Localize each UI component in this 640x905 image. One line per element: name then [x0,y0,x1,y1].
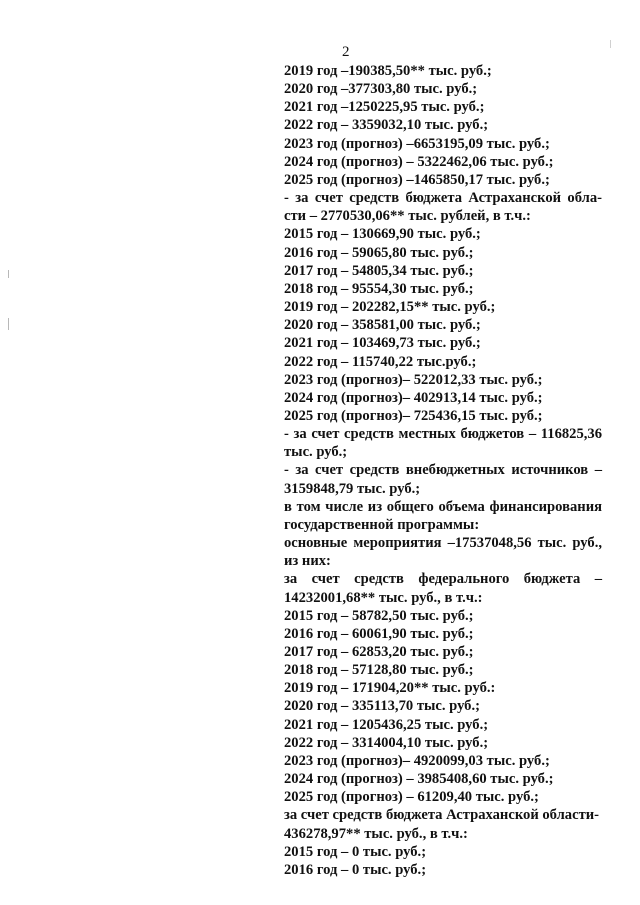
text-line: 2018 год – 57128,80 тыс. руб.; [284,662,474,679]
text-line: 2022 год – 3314004,10 тыс. руб.; [284,734,489,751]
text-line: в том числе из общего объема финансирования [284,498,602,515]
text-line: 2017 год – 62853,20 тыс. руб.; [284,644,474,660]
text-line: сти – 2770530,06** тыс. рублей, в т.ч.: [284,208,531,225]
text-line: 2024 год (прогноз) – 3985408,60 тыс. руб.; [284,771,554,788]
page-number: 2 [342,44,350,60]
text-line: 2021 год – 103469,73 тыс. руб.; [284,335,481,352]
scan-mark [610,40,611,48]
text-line: 3159848,79 тыс. руб.; [284,480,421,497]
text-line: 2016 год – 60061,90 тыс. руб.; [284,625,474,642]
text-line: за счет средств бюджета Астраханской области- [284,807,600,824]
text-line: за счет средств федерального бюджета – [284,571,602,588]
text-line: 436278,97** тыс. руб., в т.ч.: [284,825,468,842]
text-line: - за счет средств местных бюджетов – 116825,36 [284,426,602,443]
text-line: - за счет средств внебюджетных источников – [284,462,602,479]
text-line: 2015 год – 130669,90 тыс. руб.; [284,226,481,243]
text-line: 2019 год –190385,50** тыс. руб.; [284,63,492,79]
text-line: 2025 год (прогноз)– 725436,15 тыс. руб.; [284,407,543,424]
text-line: 2019 год – 202282,15** тыс. руб.; [284,299,496,316]
text-line: из них: [284,553,331,570]
document-text-block [284,62,602,879]
text-line: 2020 год –377303,80 тыс. руб.; [284,81,478,98]
text-line: 2019 год – 171904,20** тыс. руб.: [284,680,496,697]
text-line: 2015 год – 0 тыс. руб.; [284,843,427,860]
scan-mark [8,318,9,330]
text-line: 2024 год (прогноз) – 5322462,06 тыс. руб.; [284,153,554,170]
text-line: 2022 год – 115740,22 тыс.руб.; [284,353,477,370]
text-line: 2021 год –1250225,95 тыс. руб.; [284,99,485,116]
text-line: 2023 год (прогноз)– 4920099,03 тыс. руб.; [284,752,550,769]
text-line: 14232001,68** тыс. руб., в т.ч.: [284,589,483,606]
text-line: тыс. руб.; [284,444,348,461]
text-line: - за счет средств бюджета Астраханской обла- [284,190,602,207]
text-line: 2022 год – 3359032,10 тыс. руб.; [284,117,489,134]
text-line: 2015 год – 58782,50 тыс. руб.; [284,607,474,624]
text-line: 2025 год (прогноз) – 61209,40 тыс. руб.; [284,789,539,806]
text-line: 2020 год – 358581,00 тыс. руб.; [284,317,481,334]
text-line: 2025 год (прогноз) –1465850,17 тыс. руб.; [284,171,550,188]
text-line: 2024 год (прогноз)– 402913,14 тыс. руб.; [284,389,543,406]
text-line: 2023 год (прогноз) –6653195,09 тыс. руб.; [284,135,550,152]
text-line: 2016 год – 0 тыс. руб.; [284,861,427,878]
text-line: 2016 год – 59065,80 тыс. руб.; [284,244,474,261]
text-line: основные мероприятия –17537048,56 тыс. руб., [284,535,602,552]
scan-mark [8,270,9,278]
text-line: 2023 год (прогноз)– 522012,33 тыс. руб.; [284,371,543,388]
text-line: 2017 год – 54805,34 тыс. руб.; [284,262,474,279]
text-line: 2021 год – 1205436,25 тыс. руб.; [284,716,489,733]
text-line: 2018 год – 95554,30 тыс. руб.; [284,280,474,297]
text-line: государственной программы: [284,516,480,533]
text-line: 2020 год – 335113,70 тыс. руб.; [284,698,480,715]
